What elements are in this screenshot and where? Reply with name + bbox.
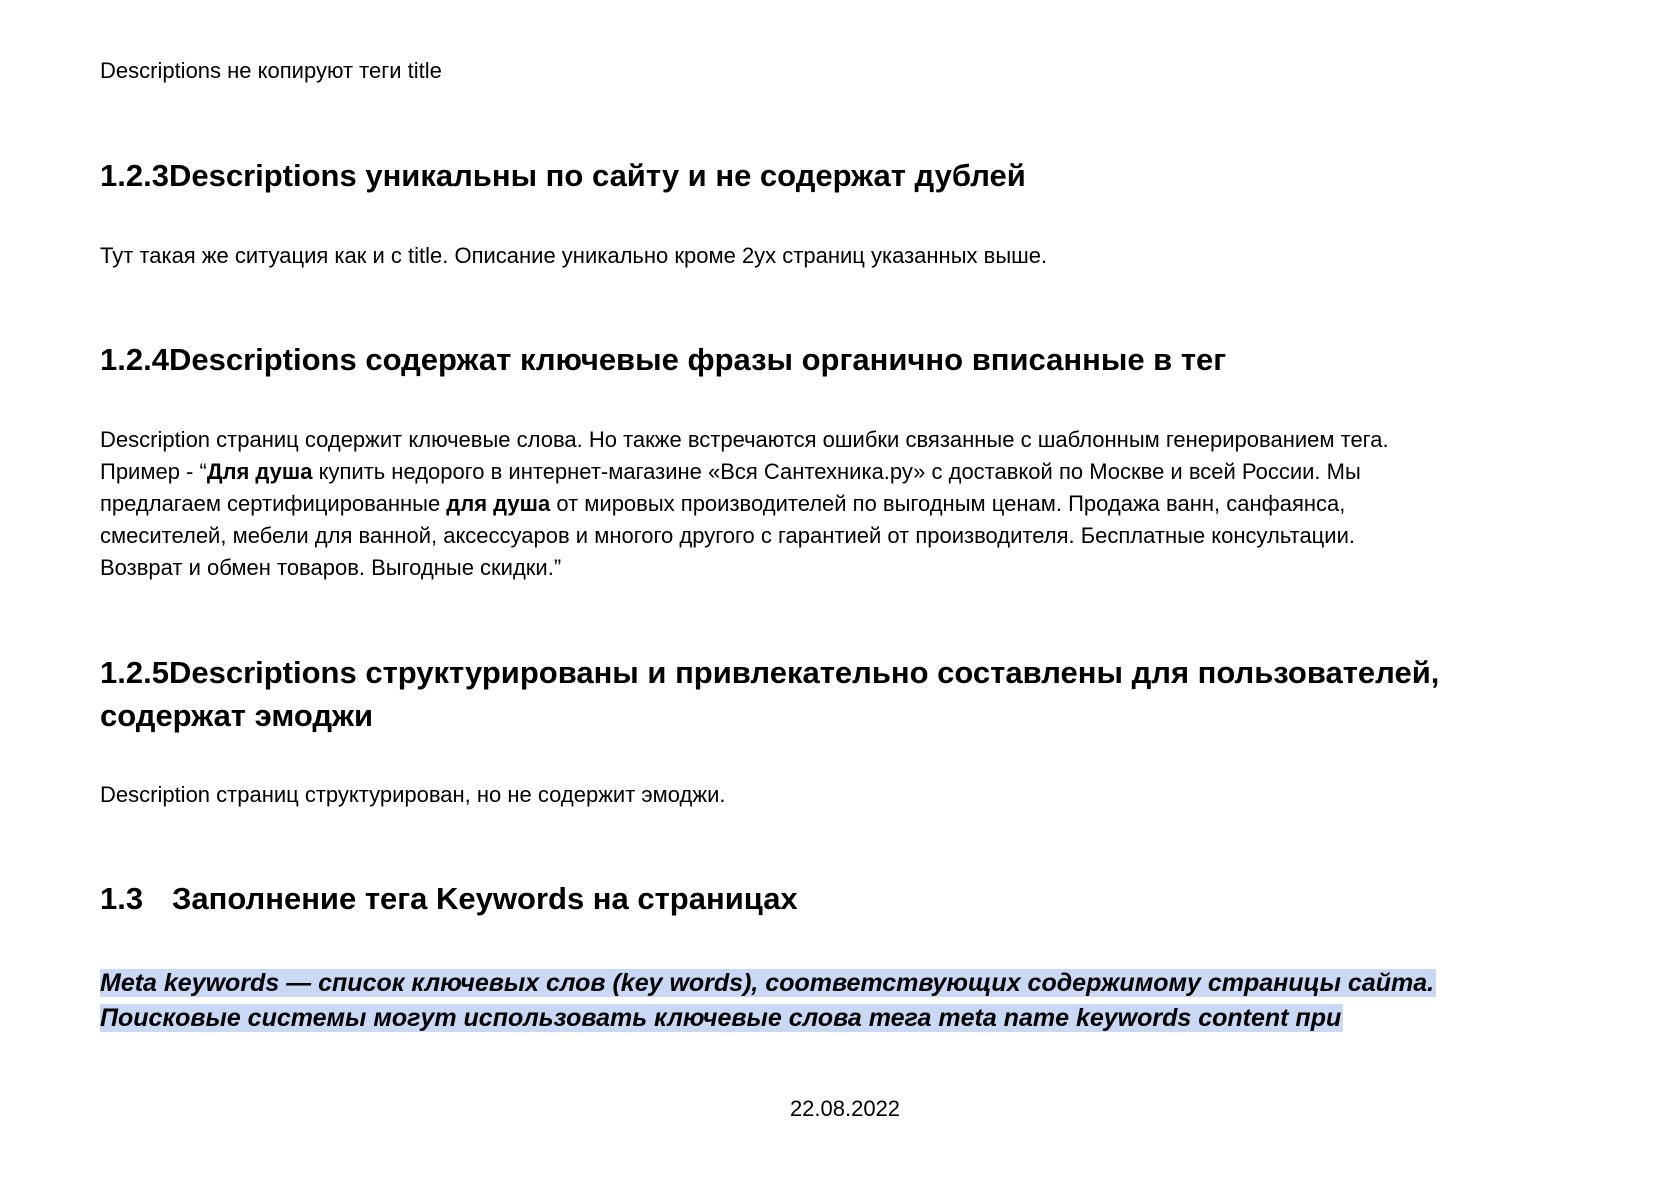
paragraph-line — [100, 488, 1389, 520]
section-title-line-2: содержат эмоджи — [100, 698, 374, 733]
section-1-2-5-heading — [100, 651, 1439, 737]
section-title: Заполнение тега Keywords на страницах — [172, 881, 798, 916]
section-title: Descriptions содержат ключевые фразы органично вписанные в тег — [168, 342, 1227, 377]
text-run: смесителей, мебели для ванной, аксессуаров и многого другого с гарантией от производителя. Бесплатные консультации. — [100, 523, 1355, 548]
section-1-3-heading — [100, 877, 798, 920]
highlighted-line-1: Meta keywords — список ключевых слов (key words), соответствующих содержимому страницы сайта. — [100, 969, 1435, 997]
section-1-2-3-body: Тут такая же ситуация как и с title. Описание уникально кроме 2ух страниц указанных выше. — [100, 243, 1048, 268]
section-1-2-4-body — [100, 424, 1389, 584]
intro-text: Descriptions не копируют теги title — [100, 58, 442, 83]
section-1-2-4-heading — [100, 338, 1226, 381]
bold-text-run: Для душа — [206, 459, 313, 484]
section-title-line-1: Descriptions структурированы и привлекательно составлены для пользователей, — [168, 655, 1440, 690]
paragraph-line — [100, 552, 1389, 584]
section-number: 1.3 — [100, 881, 144, 916]
bold-text-run: для душа — [446, 491, 551, 516]
keywords-definition-highlight — [100, 966, 1436, 1036]
highlighted-line-2: Поисковые системы могут использовать ключевые слова тега meta name keywords content при — [100, 1004, 1342, 1032]
section-number: 1.2.5 — [100, 655, 169, 690]
section-1-2-3-heading — [100, 154, 1026, 197]
section-1-2-5-body: Description страниц структурирован, но не содержит эмоджи. — [100, 782, 726, 807]
section-number: 1.2.3 — [100, 158, 169, 193]
text-run: Возврат и обмен товаров. Выгодные скидки.” — [100, 555, 562, 580]
text-run: предлагаем сертифицированные — [100, 491, 447, 516]
paragraph-line — [100, 424, 1389, 456]
text-run: Description страниц содержит ключевые слова. Но также встречаются ошибки связанные с шаблонным генерированием тега. — [100, 427, 1389, 452]
page-footer-date: 22.08.2022 — [789, 1096, 901, 1121]
section-number: 1.2.4 — [100, 342, 169, 377]
text-run: от мировых производителей по выгодным ценам. Продажа ванн, санфаянса, — [550, 491, 1346, 516]
text-run: купить недорого в интернет-магазине «Вся Сантехника.ру» с доставкой по Москве и всей России. Мы — [312, 459, 1361, 484]
text-run: Пример - “ — [100, 459, 207, 484]
paragraph-line — [100, 456, 1389, 488]
paragraph-line — [100, 520, 1389, 552]
section-title: Descriptions уникальны по сайту и не содержат дублей — [168, 158, 1026, 193]
